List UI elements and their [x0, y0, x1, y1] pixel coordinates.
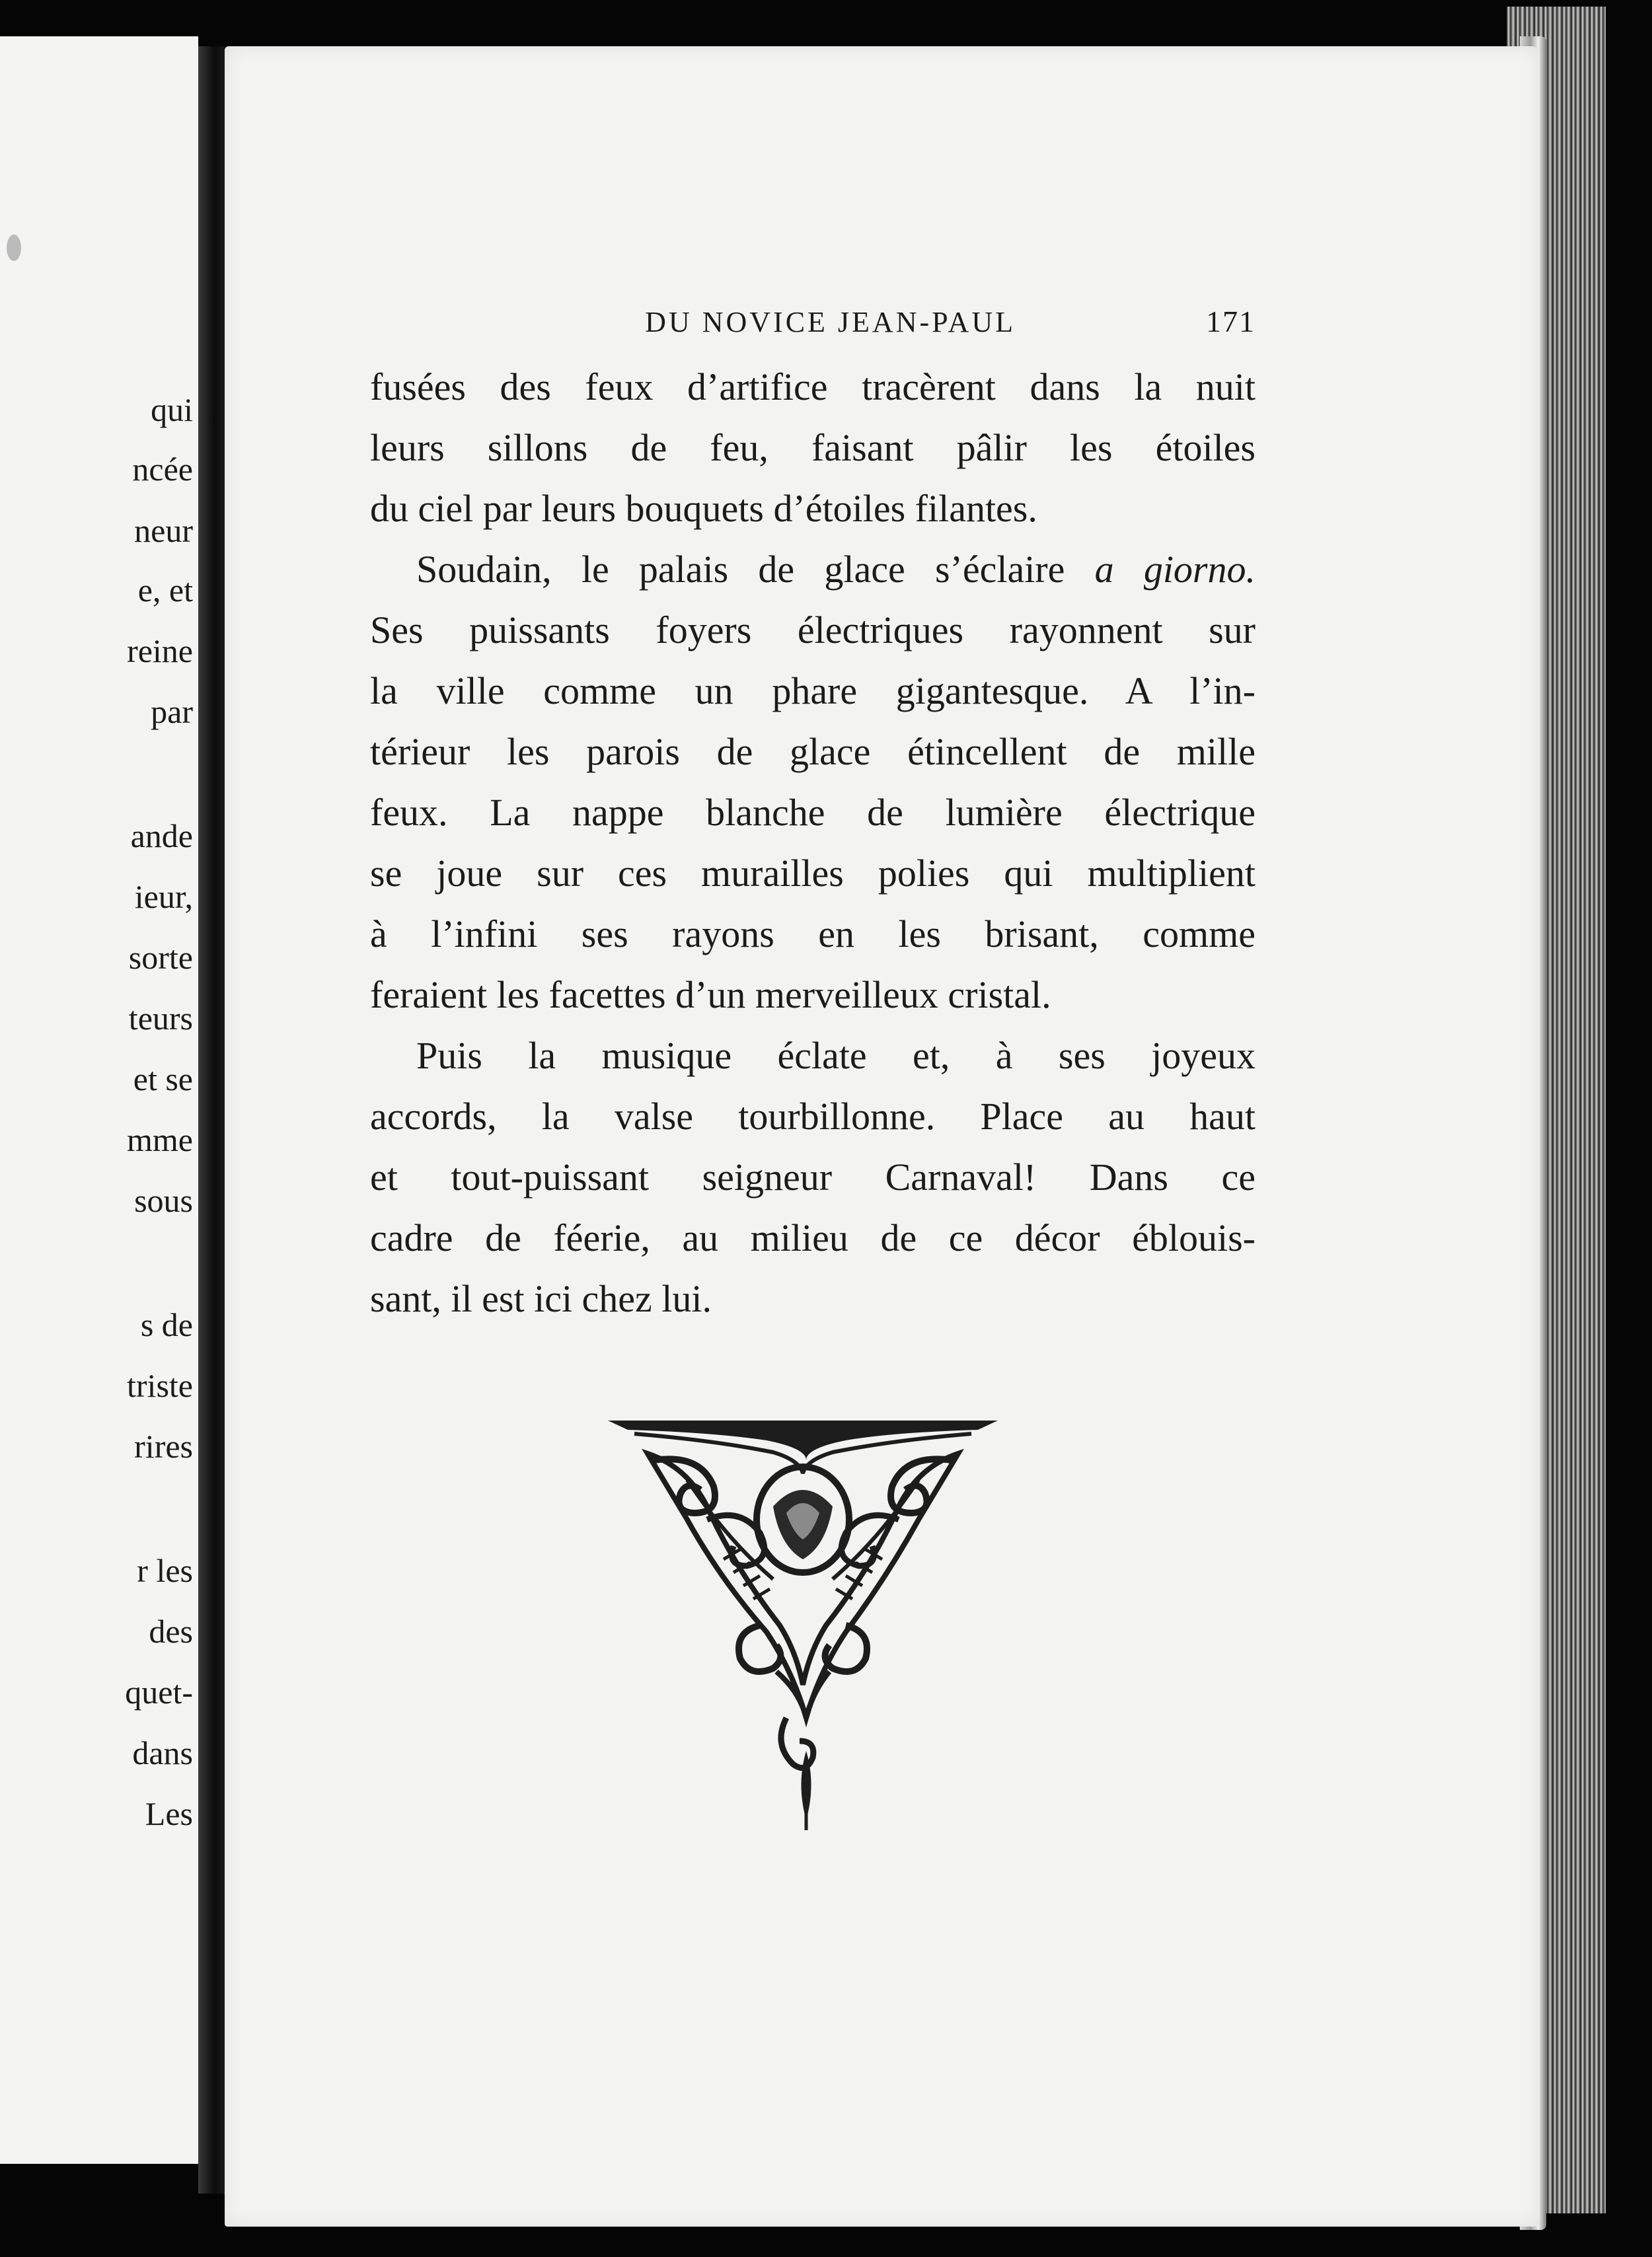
left-line-fragment: sous	[134, 1182, 193, 1219]
text-line: sant, il est ici chez lui.	[370, 1277, 712, 1320]
left-line-fragment: ncée	[132, 451, 193, 488]
text-line: feux. La nappe blanche de lumière électrique	[370, 791, 1256, 834]
text-line: leurs sillons de feu, faisant pâlir les étoiles	[370, 426, 1256, 469]
left-line-fragment: ieur,	[134, 878, 193, 915]
italic-phrase: a giorno.	[1094, 548, 1256, 591]
left-line-fragment: des	[149, 1613, 193, 1650]
previous-page	[0, 36, 198, 2164]
left-line-fragment: triste	[127, 1367, 193, 1404]
left-line-fragment: r les	[137, 1552, 193, 1589]
left-line-fragment: ande	[130, 817, 193, 854]
text-line-start: Soudain, le palais de glace s’éclaire	[416, 548, 1095, 591]
text-line: se joue sur ces murailles polies qui multiplient	[370, 852, 1256, 895]
text-line: Puis la musique éclate et, à ses joyeux	[416, 1034, 1256, 1077]
text-line: et tout-puissant seigneur Carnaval! Dans ce	[370, 1156, 1256, 1199]
running-title: DU NOVICE JEAN-PAUL	[645, 306, 1016, 338]
page-stain	[7, 235, 21, 261]
left-line-fragment: rires	[134, 1428, 193, 1465]
text-line: du ciel par leurs bouquets d’étoiles filantes.	[370, 487, 1037, 530]
page-number: 171	[1206, 305, 1256, 338]
text-line	[370, 539, 1256, 600]
left-line-fragment: neur	[134, 512, 193, 549]
cul-de-lampe-ornament	[608, 1407, 998, 1830]
left-line-fragment: teurs	[128, 1000, 193, 1037]
left-line-fragment: Les	[145, 1795, 193, 1832]
left-line-fragment: mme	[127, 1121, 193, 1158]
left-line-fragment: sorte	[128, 939, 193, 976]
left-line-fragment: qui	[151, 391, 193, 428]
page-text	[370, 304, 1256, 1329]
left-line-fragment: s de	[140, 1306, 193, 1343]
left-line-fragment: quet-	[125, 1674, 193, 1711]
left-line-fragment: e, et	[137, 572, 193, 609]
text-line: accords, la valse tourbillonne. Place au haut	[370, 1095, 1256, 1138]
text-line: à l’infini ses rayons en les brisant, comme	[370, 912, 1256, 955]
text-line: cadre de féerie, au milieu de ce décor éblouis-	[370, 1216, 1256, 1259]
running-head	[370, 304, 1256, 357]
left-line-fragment: par	[151, 693, 193, 730]
left-line-fragment: et se	[133, 1060, 193, 1097]
left-line-fragment: dans	[132, 1734, 193, 1771]
text-line: térieur les parois de glace étincellent de mille	[370, 730, 1256, 773]
book-gutter	[198, 46, 225, 2194]
text-line: Ses puissants foyers électriques rayonnent sur	[370, 609, 1256, 651]
left-line-fragment: reine	[127, 632, 193, 669]
text-line: feraient les facettes d’un merveilleux cristal.	[370, 973, 1051, 1016]
text-line: la ville comme un phare gigantesque. A l’in-	[370, 669, 1256, 712]
text-line: fusées des feux d’artifice tracèrent dans la nuit	[370, 365, 1256, 408]
